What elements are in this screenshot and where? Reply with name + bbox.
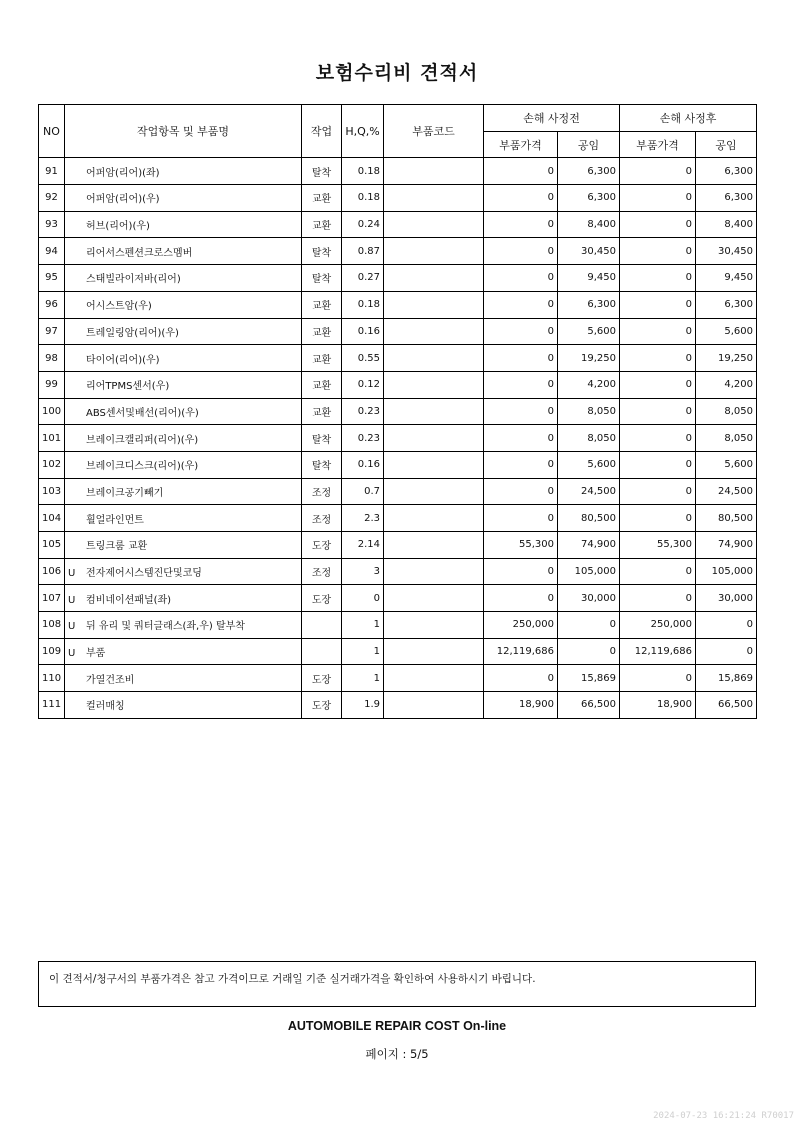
cell-before-labor: 30,450 bbox=[558, 238, 620, 265]
header-after-assessment: 손해 사정후 bbox=[620, 105, 757, 132]
cell-before-part-price: 0 bbox=[484, 451, 558, 478]
cell-no: 95 bbox=[39, 265, 65, 292]
cell-part-code bbox=[384, 265, 484, 292]
cell-no: 109 bbox=[39, 638, 65, 665]
cell-before-labor: 8,050 bbox=[558, 425, 620, 452]
cell-part-code bbox=[384, 291, 484, 318]
cell-after-part-price: 0 bbox=[620, 211, 696, 238]
cell-after-labor: 74,900 bbox=[696, 532, 757, 559]
cell-hq: 0.23 bbox=[342, 425, 384, 452]
cell-part-code bbox=[384, 425, 484, 452]
cell-before-labor: 5,600 bbox=[558, 451, 620, 478]
cell-item-text: 브레이크캘리퍼(리어)(우) bbox=[86, 434, 199, 446]
cell-before-labor: 8,400 bbox=[558, 211, 620, 238]
footer-brand: AUTOMOBILE REPAIR COST On-line bbox=[287, 1019, 507, 1033]
header-after-labor: 공임 bbox=[696, 131, 757, 158]
cell-work: 교환 bbox=[302, 345, 342, 372]
cell-item bbox=[65, 665, 302, 692]
table-row bbox=[39, 371, 757, 398]
table-row bbox=[39, 185, 757, 212]
table-body bbox=[39, 158, 757, 718]
cell-before-part-price: 0 bbox=[484, 425, 558, 452]
cell-no: 103 bbox=[39, 478, 65, 505]
cell-before-labor: 15,869 bbox=[558, 665, 620, 692]
header-no: NO bbox=[39, 105, 65, 158]
table-header bbox=[39, 105, 757, 158]
cell-after-labor: 6,300 bbox=[696, 291, 757, 318]
cell-before-part-price: 12,119,686 bbox=[484, 638, 558, 665]
cell-hq: 0 bbox=[342, 585, 384, 612]
cell-work: 교환 bbox=[302, 291, 342, 318]
cell-no: 100 bbox=[39, 398, 65, 425]
header-before-part-price: 부품가격 bbox=[484, 131, 558, 158]
cell-hq: 0.23 bbox=[342, 398, 384, 425]
cell-work: 탈착 bbox=[302, 425, 342, 452]
cell-work bbox=[302, 638, 342, 665]
cell-item-text: 트링크룸 교환 bbox=[86, 541, 148, 553]
cell-no: 107 bbox=[39, 585, 65, 612]
cell-before-labor: 19,250 bbox=[558, 345, 620, 372]
table-row bbox=[39, 478, 757, 505]
cell-item-text: 스태빌라이저바(리어) bbox=[86, 274, 181, 286]
table-row bbox=[39, 692, 757, 719]
cell-part-code bbox=[384, 585, 484, 612]
cell-work: 도장 bbox=[302, 532, 342, 559]
cell-no: 97 bbox=[39, 318, 65, 345]
cell-hq: 0.87 bbox=[342, 238, 384, 265]
cell-before-part-price: 0 bbox=[484, 371, 558, 398]
cell-before-labor: 105,000 bbox=[558, 558, 620, 585]
cell-item-text: 휠얼라인먼트 bbox=[86, 514, 144, 526]
table-row bbox=[39, 291, 757, 318]
cell-item bbox=[65, 265, 302, 292]
cell-after-labor: 6,300 bbox=[696, 185, 757, 212]
cell-after-labor: 0 bbox=[696, 612, 757, 639]
cell-item bbox=[65, 398, 302, 425]
cell-work: 도장 bbox=[302, 692, 342, 719]
cell-part-code bbox=[384, 398, 484, 425]
table-row bbox=[39, 505, 757, 532]
table-row bbox=[39, 318, 757, 345]
cell-item-text: 리어서스펜션크로스멤버 bbox=[86, 247, 193, 259]
cell-item bbox=[65, 532, 302, 559]
cell-before-part-price: 55,300 bbox=[484, 532, 558, 559]
cell-item bbox=[65, 505, 302, 532]
cell-after-labor: 105,000 bbox=[696, 558, 757, 585]
cell-hq: 3 bbox=[342, 558, 384, 585]
cell-item-text: 부품 bbox=[86, 648, 106, 660]
cell-item-text: 뒤 유리 및 쿼터글래스(좌,우) 탈부착 bbox=[86, 621, 245, 633]
cell-after-labor: 4,200 bbox=[696, 371, 757, 398]
cell-before-labor: 24,500 bbox=[558, 478, 620, 505]
header-after-part-price: 부품가격 bbox=[620, 131, 696, 158]
cell-after-labor: 8,400 bbox=[696, 211, 757, 238]
cell-item bbox=[65, 612, 302, 639]
table-row bbox=[39, 238, 757, 265]
header-part-code: 부품코드 bbox=[384, 105, 484, 158]
cell-after-part-price: 0 bbox=[620, 505, 696, 532]
cell-item bbox=[65, 211, 302, 238]
cell-before-labor: 80,500 bbox=[558, 505, 620, 532]
cell-flag: U bbox=[68, 621, 76, 633]
cell-part-code bbox=[384, 238, 484, 265]
cell-after-part-price: 0 bbox=[620, 185, 696, 212]
document-title: 보험수리비 견적서 bbox=[315, 62, 479, 84]
cell-before-part-price: 0 bbox=[484, 665, 558, 692]
cell-after-part-price: 0 bbox=[620, 585, 696, 612]
cell-after-part-price: 0 bbox=[620, 371, 696, 398]
cell-item-text: 어퍼암(리어)(우) bbox=[86, 194, 160, 206]
cell-item-text: 브레이크디스크(리어)(우) bbox=[86, 461, 199, 473]
cell-work: 조정 bbox=[302, 505, 342, 532]
cell-after-labor: 9,450 bbox=[696, 265, 757, 292]
cell-after-part-price: 250,000 bbox=[620, 612, 696, 639]
cell-before-part-price: 0 bbox=[484, 318, 558, 345]
cell-before-part-price: 0 bbox=[484, 505, 558, 532]
cell-after-part-price: 0 bbox=[620, 238, 696, 265]
cell-flag: U bbox=[68, 648, 76, 660]
cell-item-text: 브레이크공기빼기 bbox=[86, 487, 164, 499]
cell-item bbox=[65, 451, 302, 478]
table-row bbox=[39, 451, 757, 478]
cell-after-part-price: 0 bbox=[620, 398, 696, 425]
cell-before-part-price: 0 bbox=[484, 265, 558, 292]
cell-item bbox=[65, 478, 302, 505]
cell-after-labor: 30,000 bbox=[696, 585, 757, 612]
cell-after-labor: 80,500 bbox=[696, 505, 757, 532]
table-row bbox=[39, 558, 757, 585]
cell-item bbox=[65, 371, 302, 398]
cell-no: 106 bbox=[39, 558, 65, 585]
cell-item bbox=[65, 238, 302, 265]
cell-hq: 2.14 bbox=[342, 532, 384, 559]
cell-hq: 1 bbox=[342, 638, 384, 665]
cell-after-part-price: 0 bbox=[620, 318, 696, 345]
header-item: 작업항목 및 부품명 bbox=[65, 105, 302, 158]
cell-work: 탈착 bbox=[302, 238, 342, 265]
cell-work: 탈착 bbox=[302, 451, 342, 478]
cell-item-text: 전자제어시스템진단및코딩 bbox=[86, 568, 202, 580]
table-row bbox=[39, 665, 757, 692]
table-row bbox=[39, 158, 757, 185]
cell-hq: 0.18 bbox=[342, 158, 384, 185]
cell-item bbox=[65, 638, 302, 665]
header-hq: H,Q,% bbox=[342, 105, 384, 158]
cell-part-code bbox=[384, 185, 484, 212]
cell-item-text: 리어TPMS센서(우) bbox=[86, 381, 170, 393]
cell-before-part-price: 250,000 bbox=[484, 612, 558, 639]
cell-after-part-price: 18,900 bbox=[620, 692, 696, 719]
cell-item bbox=[65, 425, 302, 452]
cell-after-part-price: 0 bbox=[620, 558, 696, 585]
cell-item bbox=[65, 585, 302, 612]
cell-no: 94 bbox=[39, 238, 65, 265]
cell-after-labor: 24,500 bbox=[696, 478, 757, 505]
cell-part-code bbox=[384, 451, 484, 478]
cell-item-text: 허브(리어)(우) bbox=[86, 221, 150, 233]
table-row bbox=[39, 532, 757, 559]
table-row bbox=[39, 345, 757, 372]
cell-after-labor: 8,050 bbox=[696, 425, 757, 452]
cell-work: 탈착 bbox=[302, 158, 342, 185]
cell-no: 98 bbox=[39, 345, 65, 372]
cell-after-part-price: 0 bbox=[620, 451, 696, 478]
cell-before-part-price: 0 bbox=[484, 398, 558, 425]
cell-work: 교환 bbox=[302, 211, 342, 238]
cell-item-text: 타이어(리어)(우) bbox=[86, 354, 160, 366]
cell-after-labor: 5,600 bbox=[696, 318, 757, 345]
cell-before-part-price: 0 bbox=[484, 158, 558, 185]
cell-part-code bbox=[384, 558, 484, 585]
cell-no: 110 bbox=[39, 665, 65, 692]
notice-text: 이 견적서/청구서의 부품가격은 참고 가격이므로 거래일 기준 실거래가격을 확인하여 사용하시기 바립니다. bbox=[49, 973, 536, 985]
cell-item-text: 컬러매칭 bbox=[86, 701, 125, 713]
cell-hq: 2.3 bbox=[342, 505, 384, 532]
cell-before-part-price: 0 bbox=[484, 238, 558, 265]
cell-hq: 0.18 bbox=[342, 185, 384, 212]
cell-part-code bbox=[384, 478, 484, 505]
cell-work: 도장 bbox=[302, 665, 342, 692]
cell-item-text: 어시스트암(우) bbox=[86, 301, 152, 313]
cell-hq: 0.16 bbox=[342, 451, 384, 478]
cell-item-text: 가열건조비 bbox=[86, 674, 135, 686]
cell-before-part-price: 0 bbox=[484, 585, 558, 612]
cell-before-part-price: 0 bbox=[484, 478, 558, 505]
cell-hq: 0.24 bbox=[342, 211, 384, 238]
cell-part-code bbox=[384, 692, 484, 719]
estimate-table bbox=[38, 104, 757, 719]
cell-after-part-price: 0 bbox=[620, 478, 696, 505]
cell-after-labor: 66,500 bbox=[696, 692, 757, 719]
cell-after-labor: 5,600 bbox=[696, 451, 757, 478]
cell-before-part-price: 0 bbox=[484, 345, 558, 372]
cell-part-code bbox=[384, 211, 484, 238]
cell-part-code bbox=[384, 612, 484, 639]
cell-no: 102 bbox=[39, 451, 65, 478]
cell-before-labor: 4,200 bbox=[558, 371, 620, 398]
cell-after-labor: 15,869 bbox=[696, 665, 757, 692]
cell-no: 92 bbox=[39, 185, 65, 212]
cell-item bbox=[65, 692, 302, 719]
cell-before-labor: 8,050 bbox=[558, 398, 620, 425]
cell-hq: 1 bbox=[342, 612, 384, 639]
cell-no: 91 bbox=[39, 158, 65, 185]
cell-after-part-price: 0 bbox=[620, 425, 696, 452]
cell-item bbox=[65, 291, 302, 318]
cell-before-labor: 0 bbox=[558, 612, 620, 639]
cell-after-part-price: 55,300 bbox=[620, 532, 696, 559]
header-before-assessment: 손해 사정전 bbox=[484, 105, 620, 132]
cell-after-labor: 19,250 bbox=[696, 345, 757, 372]
cell-no: 104 bbox=[39, 505, 65, 532]
cell-item-text: 어퍼암(리어)(좌) bbox=[86, 167, 160, 179]
cell-after-part-price: 12,119,686 bbox=[620, 638, 696, 665]
cell-before-labor: 6,300 bbox=[558, 185, 620, 212]
cell-before-labor: 66,500 bbox=[558, 692, 620, 719]
cell-hq: 0.55 bbox=[342, 345, 384, 372]
cell-after-labor: 6,300 bbox=[696, 158, 757, 185]
cell-part-code bbox=[384, 371, 484, 398]
cell-item-text: ABS센서및배선(리어)(우) bbox=[86, 407, 199, 419]
cell-item bbox=[65, 318, 302, 345]
cell-item bbox=[65, 158, 302, 185]
cell-no: 96 bbox=[39, 291, 65, 318]
cell-part-code bbox=[384, 158, 484, 185]
cell-hq: 1.9 bbox=[342, 692, 384, 719]
cell-before-labor: 5,600 bbox=[558, 318, 620, 345]
cell-before-labor: 74,900 bbox=[558, 532, 620, 559]
cell-item bbox=[65, 185, 302, 212]
cell-before-part-price: 18,900 bbox=[484, 692, 558, 719]
cell-part-code bbox=[384, 532, 484, 559]
cell-before-part-price: 0 bbox=[484, 291, 558, 318]
cell-after-part-price: 0 bbox=[620, 158, 696, 185]
print-timestamp: 2024-07-23 16:21:24 R70017 bbox=[653, 1111, 794, 1121]
cell-item-text: 컴비네이션패널(좌) bbox=[86, 594, 172, 606]
cell-hq: 0.12 bbox=[342, 371, 384, 398]
cell-work: 도장 bbox=[302, 585, 342, 612]
table-row bbox=[39, 265, 757, 292]
cell-after-part-price: 0 bbox=[620, 291, 696, 318]
cell-before-labor: 0 bbox=[558, 638, 620, 665]
cell-work: 조정 bbox=[302, 478, 342, 505]
cell-no: 101 bbox=[39, 425, 65, 452]
cell-hq: 0.16 bbox=[342, 318, 384, 345]
cell-flag: U bbox=[68, 568, 76, 580]
cell-hq: 1 bbox=[342, 665, 384, 692]
cell-after-part-price: 0 bbox=[620, 265, 696, 292]
header-work: 작업 bbox=[302, 105, 342, 158]
cell-item-text: 트레일링암(리어)(우) bbox=[86, 327, 179, 339]
cell-before-part-price: 0 bbox=[484, 558, 558, 585]
table-row bbox=[39, 398, 757, 425]
cell-work: 교환 bbox=[302, 318, 342, 345]
table-row bbox=[39, 612, 757, 639]
table-row bbox=[39, 585, 757, 612]
cell-after-part-price: 0 bbox=[620, 665, 696, 692]
cell-work: 교환 bbox=[302, 185, 342, 212]
cell-part-code bbox=[384, 318, 484, 345]
cell-no: 105 bbox=[39, 532, 65, 559]
cell-work: 교환 bbox=[302, 398, 342, 425]
notice-box bbox=[38, 961, 756, 1007]
cell-before-labor: 30,000 bbox=[558, 585, 620, 612]
cell-after-part-price: 0 bbox=[620, 345, 696, 372]
cell-work bbox=[302, 612, 342, 639]
cell-after-labor: 8,050 bbox=[696, 398, 757, 425]
cell-no: 93 bbox=[39, 211, 65, 238]
cell-after-labor: 0 bbox=[696, 638, 757, 665]
cell-part-code bbox=[384, 505, 484, 532]
cell-part-code bbox=[384, 665, 484, 692]
cell-before-part-price: 0 bbox=[484, 211, 558, 238]
cell-before-labor: 6,300 bbox=[558, 291, 620, 318]
cell-before-part-price: 0 bbox=[484, 185, 558, 212]
cell-no: 111 bbox=[39, 692, 65, 719]
cell-before-labor: 9,450 bbox=[558, 265, 620, 292]
cell-work: 교환 bbox=[302, 371, 342, 398]
cell-flag: U bbox=[68, 594, 76, 606]
table-row bbox=[39, 211, 757, 238]
table-row bbox=[39, 638, 757, 665]
header-before-labor: 공임 bbox=[558, 131, 620, 158]
cell-item bbox=[65, 558, 302, 585]
cell-before-labor: 6,300 bbox=[558, 158, 620, 185]
cell-hq: 0.18 bbox=[342, 291, 384, 318]
cell-work: 조정 bbox=[302, 558, 342, 585]
cell-part-code bbox=[384, 345, 484, 372]
cell-after-labor: 30,450 bbox=[696, 238, 757, 265]
cell-work: 탈착 bbox=[302, 265, 342, 292]
cell-hq: 0.27 bbox=[342, 265, 384, 292]
cell-part-code bbox=[384, 638, 484, 665]
cell-hq: 0.7 bbox=[342, 478, 384, 505]
cell-no: 99 bbox=[39, 371, 65, 398]
table-row bbox=[39, 425, 757, 452]
page-number: 페이지 : 5/5 bbox=[365, 1047, 429, 1061]
cell-item bbox=[65, 345, 302, 372]
cell-no: 108 bbox=[39, 612, 65, 639]
